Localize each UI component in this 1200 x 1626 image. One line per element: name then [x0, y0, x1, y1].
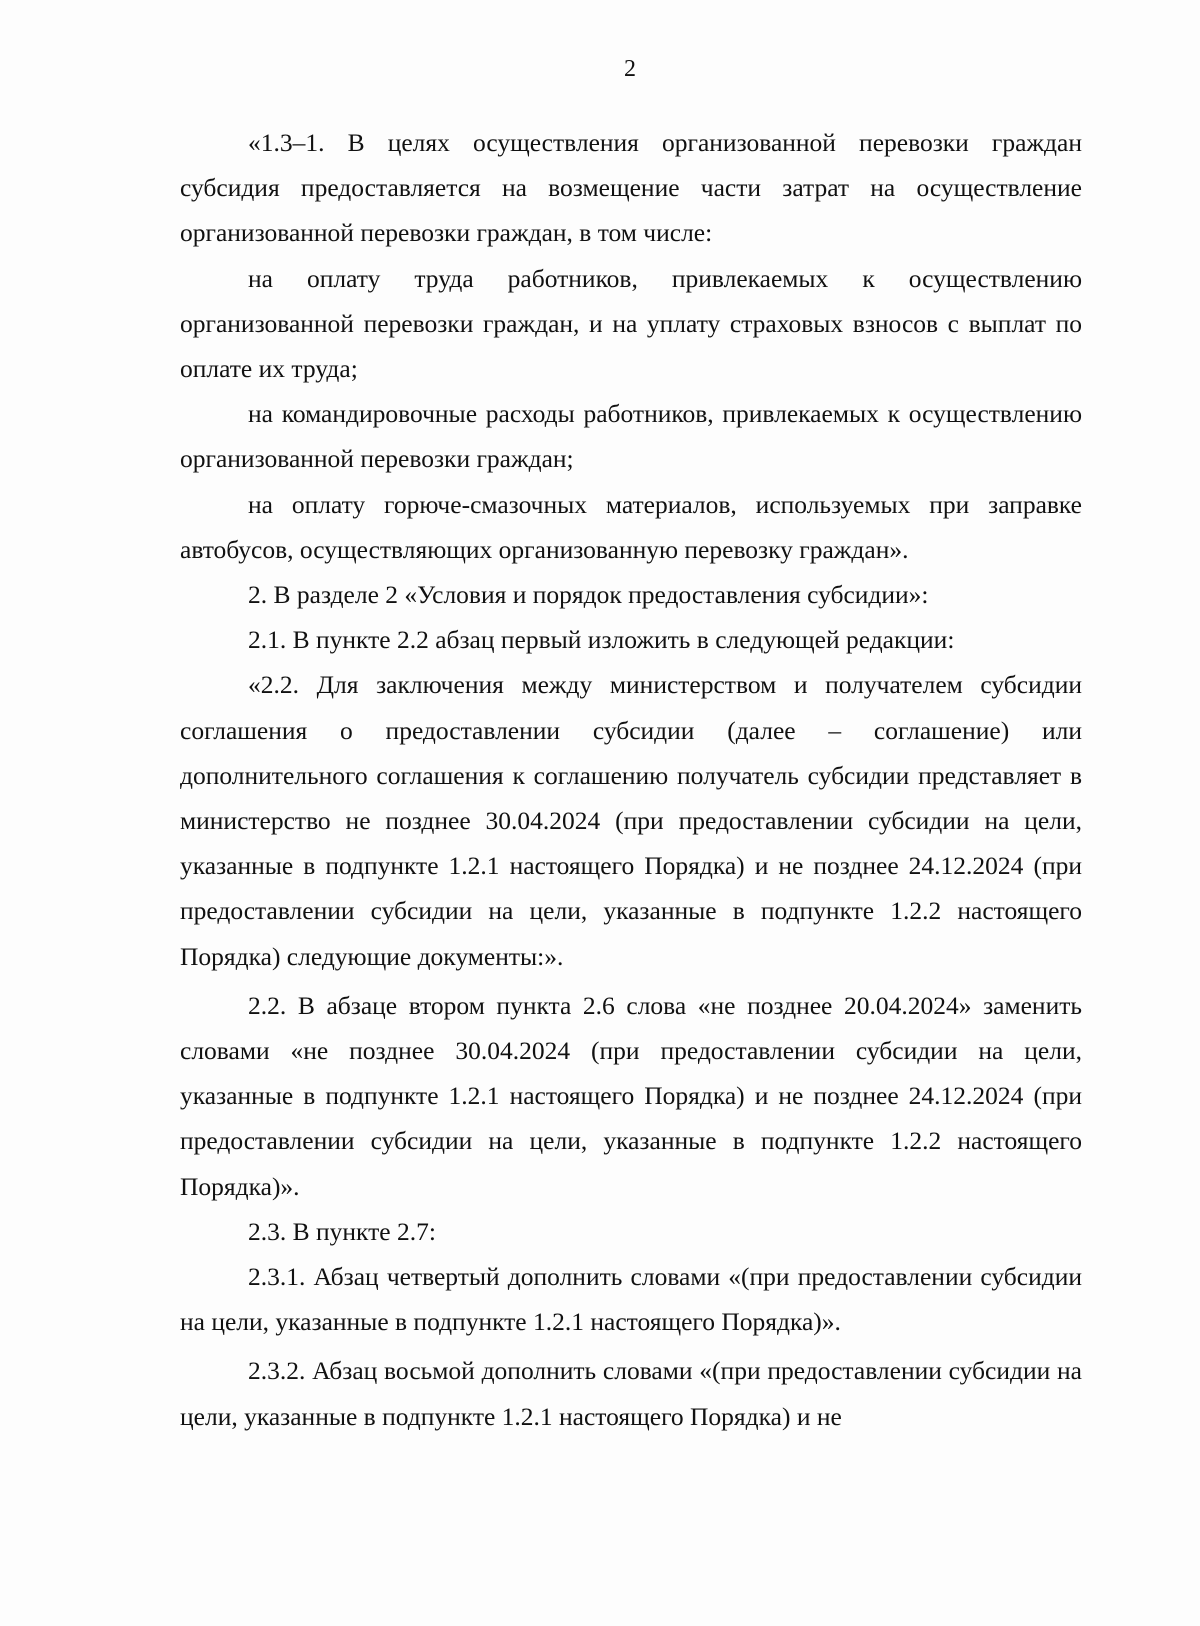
- page-number: 2: [624, 56, 636, 82]
- paragraph-2-3: 2.3. В пункте 2.7:: [248, 1216, 436, 1246]
- paragraph-travel-expenses: на командировочные расходы работников, привлекаемых к осуществлению организованной перевозки граждан;: [180, 399, 1082, 474]
- paragraph-2-3-2: 2.3.2. Абзац восьмой дополнить словами «(при предоставлении субсидии на цели, указанные в подпункте 1.2.1 настоящего Порядка) и не: [180, 1356, 1082, 1431]
- paragraph-2-1: 2.1. В пункте 2.2 абзац первый изложить в следующей редакции:: [248, 625, 955, 655]
- paragraph-fuel-costs: на оплату горюче-смазочных материалов, используемых при заправке автобусов, осуществляющих организованную перевозку граждан».: [180, 489, 1082, 564]
- paragraph-2-2: 2.2. В абзаце втором пункта 2.6 слова «не позднее 20.04.2024» заменить словами «не позднее 30.04.2024 (при предоставлении субсидии на цели, указанные в подпункте 1.2.1 настоящего Порядка) и не позднее 24.12.2024 (при предоставлении субсидии на цели, указанные в подпункте 1.2.2 настоящего Порядка)».: [180, 990, 1082, 1201]
- paragraph-2-2-quote: «2.2. Для заключения между министерством и получателем субсидии соглашения о предоставлении субсидии (далее – соглашение) или дополнительного соглашения к соглашению получатель субсидии представляет в министерство не позднее 30.04.2024 (при предоставлении субсидии на цели, указанные в подпункте 1.2.1 настоящего Порядка) и не позднее 24.12.2024 (при предоставлении субсидии на цели, указанные в подпункте 1.2.2 настоящего Порядка) следующие документы:».: [180, 670, 1082, 971]
- paragraph-section-2: 2. В разделе 2 «Условия и порядок предоставления субсидии»:: [248, 580, 929, 610]
- paragraph-labor-costs: на оплату труда работников, привлекаемых к осуществлению организованной перевозки граждан, и на уплату страховых взносов с выплат по оплате их труда;: [180, 263, 1082, 384]
- paragraph-2-3-1: 2.3.1. Абзац четвертый дополнить словами «(при предоставлении субсидии на цели, указанные в подпункте 1.2.1 настоящего Порядка)».: [180, 1262, 1082, 1337]
- document-body: [180, 120, 1082, 1439]
- paragraph-1-3-1: «1.3–1. В целях осуществления организованной перевозки граждан субсидия предоставляется на возмещение части затрат на осуществление организованной перевозки граждан, в том числе:: [180, 128, 1082, 248]
